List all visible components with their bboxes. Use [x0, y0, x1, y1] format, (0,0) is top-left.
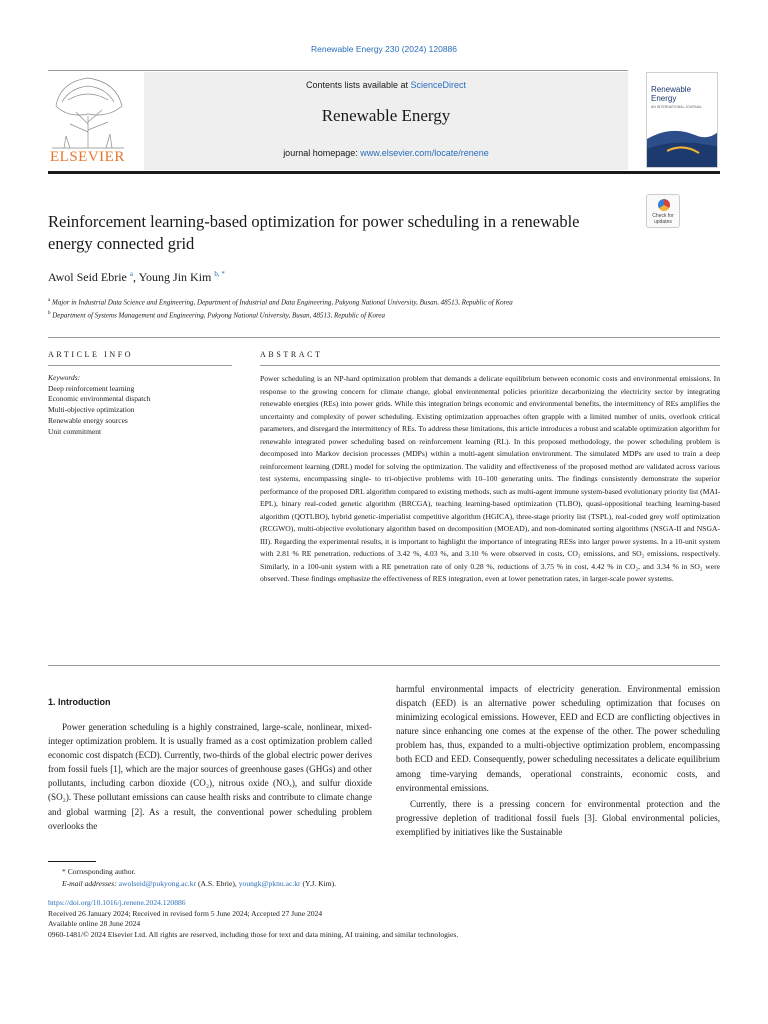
- publication-info: [48, 898, 720, 940]
- available-online-date: Available online 28 June 2024: [48, 919, 141, 929]
- elsevier-logo[interactable]: [48, 72, 128, 170]
- body-paragraph: harmful environmental impacts of electricity generation. Environmental emission dispatch (EED) is an alternative power scheduling optimization that focuses on minimizing ecological emissions. However, EED and ECD are conflicting objectives in nature since enhancing one comes at the expense of the other. The power scheduling problem has, thus, expanded to a multi-objective optimization problem, encompassing both ECD and EED. Consequently, power scheduling necessitates a delicate equilibrium among time-varying demands, operational constraints, economic costs, and environmental emissions.: [396, 684, 720, 793]
- journal-citation[interactable]: Renewable Energy 230 (2024) 120886: [310, 44, 458, 54]
- author-name[interactable]: Young Jin Kim: [138, 270, 212, 284]
- abstract-divider: [48, 665, 720, 666]
- affiliation-list: [48, 295, 720, 322]
- keyword-item: Unit commitment: [48, 426, 102, 436]
- body-paragraph: Currently, there is a pressing concern for environmental protection and the progressive depletion of traditional fossil fuels [3]. Global environmental policies, exemplified by initiatives like the Sustainable: [396, 798, 720, 837]
- body-paragraph: Power generation scheduling is a highly constrained, large-scale, nonlinear, mixed-integer optimization problem. It is usually framed as a cost optimization problem called economic cost dispatch (ECD). Currently, two-thirds of the global electric power derives from fossil fuels [1], which are the major sources of greenhouse gases (GHGs) and other pollutants, including carbon dioxide (CO₂), nitrous oxide (NOₓ), and sulfur dioxide (SO₂). These pollutant emissions can cause health risks and contribute to climate change and global warming [2]. As a result, the conventional power scheduling problem overlooks the: [48, 722, 372, 831]
- article-info-rule: [48, 365, 232, 366]
- keywords-label: Keywords:: [48, 373, 81, 382]
- header-top-rule: [48, 70, 628, 71]
- journal-header: [48, 70, 720, 174]
- check-for-updates-icon: [658, 199, 670, 211]
- footnotes: [48, 866, 720, 890]
- keyword-item: Economic environmental dispatch: [48, 394, 151, 404]
- journal-banner: [144, 72, 628, 170]
- introduction-heading: 1. Introduction: [48, 697, 111, 707]
- article-title: Reinforcement learning-based optimization for power scheduling in a renewable energy connected grid: [48, 212, 580, 253]
- journal-name: Renewable Energy: [321, 106, 451, 125]
- contents-available-line: Contents lists available at ScienceDirect: [305, 80, 467, 90]
- cover-title: Renewable Energy: [651, 85, 692, 103]
- article-info-section: [48, 350, 232, 437]
- journal-cover-thumbnail[interactable]: [646, 72, 718, 168]
- header-bottom-rule: [48, 171, 720, 174]
- sciencedirect-link[interactable]: ScienceDirect: [410, 80, 467, 90]
- elsevier-wordmark: ELSEVIER: [50, 149, 125, 165]
- introduction-text-left: [48, 720, 372, 833]
- abstract-text: Power scheduling is an NP-hard optimization problem that demands a delicate equilibrium between economic costs and environmental emissions. In response to the growing concern for climate change, global environmental policies prioritize decarbonizing the electricity sector by integrating renewable energies (REs) into power grids. While this integration brings economic and environmental benefits, the intermittency of REs amplifies the uncertainty and complexity of power scheduling. Existing optimization approaches often grapple with a limited number of units, overlook critical parameters, and disregard the intermittency of REs. To address these limitations, this article introduces a robust and scalable optimization algorithm for renewable integrated power scheduling based on reinforcement learning (RL). In this proposed methodology, the power scheduling problem is decomposed into Markov decision processes (MDPs) within a multi-agent simulation environment. The simulated MDPs are used to train a deep reinforcement learning (DRL) model for solving the optimization. The validity and effectiveness of the proposed method are validated across various test systems, encompassing single- to tri-objective problems with 10–100 generating units. The findings consistently demonstrate the superior performance of the proposed DRL algorithm compared to existing methods, such as multi-agent immune system-based evolutionary priority list (MAI-EPL), binary real-coded genetic algorithm (BRCGA), teaching learning-based optimization (TLBO), quasi-oppositional teaching learning-based algorithm (QOTLBO), hybrid genetic-imperialist competitive algorithm (HGICA), three-stage priority list (TSPL), real-coded grey wolf optimization (RCGWO), multi-objective evolutionary algorithm based on decomposition (MOEAD), and non-dominated sorting algorithms (NSGA-II and NSGA-III). Regarding the experimental results, it is important to highlight the importance of integrating RESs into larger power systems. In a 10-unit system with 2.81 % RE penetration, reductions of 3.42 %, 4.03 %, and 3.10 % were observed in costs, CO₂ emissions, and SO₂ emissions, respectively. Similarly, in a 100-unit system with a RE penetration rate of only 0.28 %, reductions of 3.75 % in cost, 4.42 % in CO₂, and 3.34 % in SO₂ were observed. These findings emphasize the effectiveness of RES integration, even at lower penetration rates, in larger-scale power systems.: [260, 374, 720, 583]
- introduction-text-right: [396, 682, 720, 839]
- email-addresses-note: E-mail addresses: awolseid@pukyong.ac.kr (A.S. Ebrie), youngk@pknu.ac.kr (Y.J. Kim).: [62, 879, 337, 888]
- article-info-heading: ARTICLE INFO: [48, 350, 134, 359]
- author-list: Awol Seid Ebrie $^a$, Young Jin Kim $^{b, *}$: [48, 270, 225, 284]
- keywords-list: [48, 373, 232, 437]
- keyword-item: Deep reinforcement learning: [48, 383, 135, 393]
- tree-logo-icon: [48, 72, 128, 150]
- affiliation-divider: [48, 337, 720, 338]
- keyword-item: Renewable energy sources: [48, 415, 128, 425]
- affiliation-item: $^b$ Department of Systems Management and Engineering, Pukyong National University, Busan, 48513, Republic of Korea: [48, 311, 386, 320]
- cover-artwork-icon: [647, 117, 718, 167]
- body-column-right: [396, 682, 720, 839]
- body-column-left: [48, 697, 372, 833]
- journal-homepage-link[interactable]: www.elsevier.com/locate/renene: [360, 148, 489, 158]
- journal-homepage-line: journal homepage: www.elsevier.com/locate/renene: [283, 148, 489, 158]
- author-email-link[interactable]: awolseid@pukyong.ac.kr: [118, 879, 197, 888]
- author-affiliation-mark[interactable]: b, *: [214, 270, 225, 278]
- corresponding-author-note: * Corresponding author.: [62, 867, 136, 876]
- author-affiliation-mark[interactable]: a: [129, 270, 133, 278]
- check-for-updates-badge[interactable]: Check for updates: [646, 194, 680, 228]
- abstract-rule: [260, 365, 720, 366]
- doi-link[interactable]: https://doi.org/10.1016/j.renene.2024.120886: [48, 898, 186, 907]
- author-email-link[interactable]: youngk@pknu.ac.kr: [238, 879, 301, 888]
- author-name[interactable]: Awol Seid Ebrie: [48, 270, 127, 284]
- abstract-section: [260, 350, 720, 586]
- received-dates: Received 26 January 2024; Received in revised form 5 June 2024; Accepted 27 June 2024: [48, 908, 323, 918]
- cover-subtitle: AN INTERNATIONAL JOURNAL: [651, 105, 702, 109]
- footnote-rule: [48, 861, 96, 862]
- abstract-heading: ABSTRACT: [260, 350, 323, 359]
- keyword-item: Multi-objective optimization: [48, 405, 135, 415]
- copyright-line: 0960-1481/© 2024 Elsevier Ltd. All rights are reserved, including those for text and data mining, AI training, and similar technologies.: [48, 929, 459, 939]
- affiliation-item: $^a$ Major in Industrial Data Science and Engineering, Department of Industrial and Data Engineering, Pukyong National University, Busan, 48513, Republic of Korea: [48, 298, 513, 307]
